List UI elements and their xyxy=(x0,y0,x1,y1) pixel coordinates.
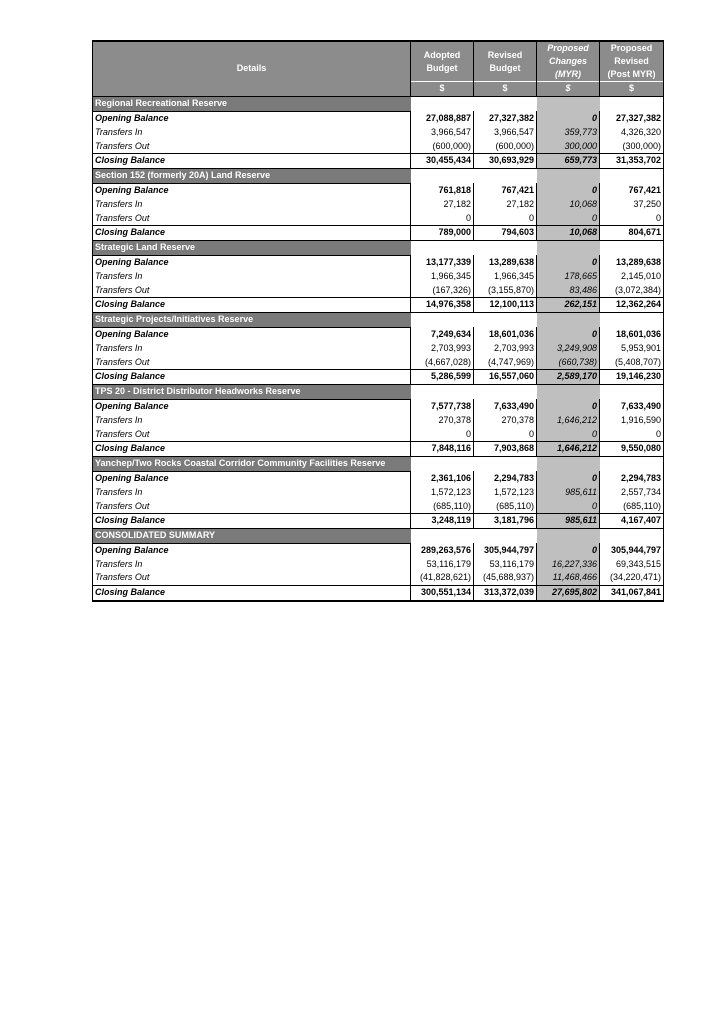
revised-budget-header: Revised Budget xyxy=(474,41,537,82)
revised-budget-cell: 270,378 xyxy=(474,413,537,427)
adopted-budget-header: Adopted Budget xyxy=(411,41,474,82)
proposed-changes-cell: 0 xyxy=(537,255,600,269)
table-row-transfers-in xyxy=(93,125,664,139)
row-label: Transfers In xyxy=(93,341,411,355)
revised-budget-cell: 53,116,179 xyxy=(474,557,537,571)
revised-budget-cell: (685,110) xyxy=(474,499,537,513)
proposed-revised-cell: 2,294,783 xyxy=(600,471,664,485)
proposed-revised-cell: 37,250 xyxy=(600,197,664,211)
adopted-budget-cell: 53,116,179 xyxy=(411,557,474,571)
section-blank-cell xyxy=(411,312,474,327)
row-label: Transfers In xyxy=(93,557,411,571)
row-label: Transfers In xyxy=(93,269,411,283)
section-header-row xyxy=(93,96,664,111)
row-label: Opening Balance xyxy=(93,111,411,125)
section-blank-cell xyxy=(600,528,664,543)
table-row-transfers-out xyxy=(93,427,664,441)
revised-budget-cell: 0 xyxy=(474,427,537,441)
section-blank-cell xyxy=(600,168,664,183)
table-row-transfers-in xyxy=(93,269,664,283)
section-blank-cell xyxy=(474,456,537,471)
revised-budget-cell: 18,601,036 xyxy=(474,327,537,341)
adopted-budget-cell: 0 xyxy=(411,427,474,441)
proposed-revised-cell: 2,145,010 xyxy=(600,269,664,283)
revised-budget-cell: (45,688,937) xyxy=(474,571,537,585)
row-label: Transfers In xyxy=(93,413,411,427)
proposed-revised-cell: (685,110) xyxy=(600,499,664,513)
adopted-budget-cell: 5,286,599 xyxy=(411,369,474,384)
revised-budget-cell: 27,182 xyxy=(474,197,537,211)
table-row-opening-balance xyxy=(93,327,664,341)
revised-budget-cell: 13,289,638 xyxy=(474,255,537,269)
section-blank-cell xyxy=(474,168,537,183)
reserve-transfers-table xyxy=(92,40,664,602)
revised-budget-cell: 16,557,060 xyxy=(474,369,537,384)
revised-budget-cell: 3,966,547 xyxy=(474,125,537,139)
section-blank-cell xyxy=(537,528,600,543)
section-blank-cell xyxy=(411,456,474,471)
revised-budget-cell: 1,966,345 xyxy=(474,269,537,283)
row-label: Transfers Out xyxy=(93,283,411,297)
proposed-changes-cell: 262,151 xyxy=(537,297,600,312)
adopted-budget-cell: 14,976,358 xyxy=(411,297,474,312)
currency-symbol: $ xyxy=(600,82,664,97)
row-label: Closing Balance xyxy=(93,513,411,528)
proposed-revised-cell: 7,633,490 xyxy=(600,399,664,413)
proposed-changes-cell: 27,695,802 xyxy=(537,585,600,600)
proposed-revised-cell: (300,000) xyxy=(600,139,664,153)
section-header-row xyxy=(93,456,664,471)
proposed-revised-cell: 804,671 xyxy=(600,225,664,240)
proposed-revised-cell: 767,421 xyxy=(600,183,664,197)
details-header: Details xyxy=(93,41,411,96)
table-row-transfers-in xyxy=(93,413,664,427)
adopted-budget-cell: 30,455,434 xyxy=(411,153,474,168)
adopted-budget-cell: 13,177,339 xyxy=(411,255,474,269)
row-label: Opening Balance xyxy=(93,255,411,269)
revised-budget-cell: (600,000) xyxy=(474,139,537,153)
section-title: TPS 20 - District Distributor Headworks Reserve xyxy=(93,384,411,399)
adopted-budget-cell: 789,000 xyxy=(411,225,474,240)
revised-budget-cell: 794,603 xyxy=(474,225,537,240)
section-blank-cell xyxy=(411,384,474,399)
table-row-opening-balance xyxy=(93,111,664,125)
proposed-changes-cell: 0 xyxy=(537,427,600,441)
proposed-revised-cell: 27,327,382 xyxy=(600,111,664,125)
section-blank-cell xyxy=(411,168,474,183)
proposed-changes-cell: 0 xyxy=(537,111,600,125)
row-label: Opening Balance xyxy=(93,471,411,485)
section-blank-cell xyxy=(600,312,664,327)
adopted-budget-cell: 7,577,738 xyxy=(411,399,474,413)
section-blank-cell xyxy=(600,384,664,399)
proposed-revised-cell: 0 xyxy=(600,211,664,225)
proposed-revised-cell: 2,557,734 xyxy=(600,485,664,499)
revised-budget-cell: 2,294,783 xyxy=(474,471,537,485)
section-blank-cell xyxy=(411,528,474,543)
proposed-changes-cell: 0 xyxy=(537,211,600,225)
proposed-changes-cell: 0 xyxy=(537,399,600,413)
proposed-revised-header: Proposed Revised (Post MYR) xyxy=(600,41,664,82)
table-row-transfers-out xyxy=(93,211,664,225)
proposed-changes-cell: 359,773 xyxy=(537,125,600,139)
section-blank-cell xyxy=(537,168,600,183)
proposed-revised-cell: 69,343,515 xyxy=(600,557,664,571)
section-title: Strategic Projects/Initiatives Reserve xyxy=(93,312,411,327)
proposed-revised-cell: 1,916,590 xyxy=(600,413,664,427)
section-blank-cell xyxy=(411,96,474,111)
section-title: CONSOLIDATED SUMMARY xyxy=(93,528,411,543)
section-blank-cell xyxy=(537,384,600,399)
proposed-changes-cell: 10,068 xyxy=(537,225,600,240)
table-row-transfers-in xyxy=(93,341,664,355)
proposed-revised-cell: 305,944,797 xyxy=(600,543,664,557)
table-row-closing-balance xyxy=(93,369,664,384)
adopted-budget-cell: 1,966,345 xyxy=(411,269,474,283)
proposed-changes-cell: 1,646,212 xyxy=(537,441,600,456)
revised-budget-cell: 30,693,929 xyxy=(474,153,537,168)
proposed-revised-cell: (5,408,707) xyxy=(600,355,664,369)
proposed-revised-cell: 9,550,080 xyxy=(600,441,664,456)
section-blank-cell xyxy=(600,456,664,471)
proposed-revised-cell: 5,953,901 xyxy=(600,341,664,355)
adopted-budget-cell: 27,088,887 xyxy=(411,111,474,125)
row-label: Transfers In xyxy=(93,125,411,139)
row-label: Transfers Out xyxy=(93,571,411,585)
header-row xyxy=(93,41,664,82)
section-blank-cell xyxy=(537,240,600,255)
table-row-transfers-in xyxy=(93,557,664,571)
revised-budget-cell: 767,421 xyxy=(474,183,537,197)
table-row-opening-balance xyxy=(93,543,664,557)
table-row-transfers-in xyxy=(93,197,664,211)
row-label: Closing Balance xyxy=(93,369,411,384)
table-row-closing-balance xyxy=(93,441,664,456)
adopted-budget-cell: 2,361,106 xyxy=(411,471,474,485)
proposed-changes-cell: 300,000 xyxy=(537,139,600,153)
row-label: Opening Balance xyxy=(93,543,411,557)
proposed-changes-cell: 985,611 xyxy=(537,485,600,499)
section-title: Yanchep/Two Rocks Coastal Corridor Community Facilities Reserve xyxy=(93,456,411,471)
section-header-row xyxy=(93,168,664,183)
proposed-changes-cell: 16,227,336 xyxy=(537,557,600,571)
table-row-opening-balance xyxy=(93,471,664,485)
section-blank-cell xyxy=(537,456,600,471)
adopted-budget-cell: (41,828,621) xyxy=(411,571,474,585)
proposed-changes-header: Proposed Changes (MYR) xyxy=(537,41,600,82)
row-label: Transfers Out xyxy=(93,211,411,225)
section-header-row xyxy=(93,240,664,255)
row-label: Transfers Out xyxy=(93,355,411,369)
proposed-changes-cell: 0 xyxy=(537,471,600,485)
section-blank-cell xyxy=(600,240,664,255)
table-row-closing-balance xyxy=(93,153,664,168)
proposed-revised-cell: 0 xyxy=(600,427,664,441)
proposed-revised-cell: 13,289,638 xyxy=(600,255,664,269)
proposed-changes-cell: 178,665 xyxy=(537,269,600,283)
revised-budget-cell: (3,155,870) xyxy=(474,283,537,297)
section-blank-cell xyxy=(474,528,537,543)
proposed-changes-cell: 11,468,466 xyxy=(537,571,600,585)
currency-symbol: $ xyxy=(411,82,474,97)
revised-budget-cell: 7,633,490 xyxy=(474,399,537,413)
proposed-changes-cell: 0 xyxy=(537,327,600,341)
section-blank-cell xyxy=(537,96,600,111)
proposed-changes-cell: 985,611 xyxy=(537,513,600,528)
row-label: Transfers Out xyxy=(93,139,411,153)
table-row-opening-balance xyxy=(93,399,664,413)
proposed-changes-cell: 1,646,212 xyxy=(537,413,600,427)
revised-budget-cell: 313,372,039 xyxy=(474,585,537,600)
table-row-transfers-out xyxy=(93,571,664,585)
row-label: Transfers In xyxy=(93,485,411,499)
proposed-changes-cell: 2,589,170 xyxy=(537,369,600,384)
adopted-budget-cell: 3,966,547 xyxy=(411,125,474,139)
section-blank-cell xyxy=(474,384,537,399)
proposed-revised-cell: 4,167,407 xyxy=(600,513,664,528)
section-header-row xyxy=(93,312,664,327)
table-row-transfers-out xyxy=(93,283,664,297)
section-title: Strategic Land Reserve xyxy=(93,240,411,255)
row-label: Opening Balance xyxy=(93,399,411,413)
row-label: Transfers In xyxy=(93,197,411,211)
proposed-changes-cell: 0 xyxy=(537,499,600,513)
adopted-budget-cell: 289,263,576 xyxy=(411,543,474,557)
section-title: Section 152 (formerly 20A) Land Reserve xyxy=(93,168,411,183)
section-blank-cell xyxy=(537,312,600,327)
section-header-row xyxy=(93,384,664,399)
adopted-budget-cell: 27,182 xyxy=(411,197,474,211)
proposed-revised-cell: (34,220,471) xyxy=(600,571,664,585)
adopted-budget-cell: 300,551,134 xyxy=(411,585,474,600)
row-label: Transfers Out xyxy=(93,499,411,513)
proposed-changes-cell: 0 xyxy=(537,543,600,557)
table-row-closing-balance xyxy=(93,297,664,312)
currency-symbol: $ xyxy=(537,82,600,97)
adopted-budget-cell: 0 xyxy=(411,211,474,225)
adopted-budget-cell: (600,000) xyxy=(411,139,474,153)
proposed-revised-cell: 341,067,841 xyxy=(600,585,664,600)
row-label: Closing Balance xyxy=(93,297,411,312)
adopted-budget-cell: (685,110) xyxy=(411,499,474,513)
revised-budget-cell: (4,747,969) xyxy=(474,355,537,369)
proposed-changes-cell: (660,738) xyxy=(537,355,600,369)
revised-budget-cell: 1,572,123 xyxy=(474,485,537,499)
revised-budget-cell: 2,703,993 xyxy=(474,341,537,355)
proposed-revised-cell: 19,146,230 xyxy=(600,369,664,384)
table-row-closing-balance xyxy=(93,225,664,240)
adopted-budget-cell: 2,703,993 xyxy=(411,341,474,355)
section-blank-cell xyxy=(474,240,537,255)
table-row-transfers-out xyxy=(93,355,664,369)
adopted-budget-cell: 1,572,123 xyxy=(411,485,474,499)
adopted-budget-cell: 3,248,119 xyxy=(411,513,474,528)
section-blank-cell xyxy=(474,96,537,111)
table-row-transfers-out xyxy=(93,499,664,513)
row-label: Opening Balance xyxy=(93,327,411,341)
row-label: Closing Balance xyxy=(93,441,411,456)
table-row-opening-balance xyxy=(93,255,664,269)
table-row-transfers-in xyxy=(93,485,664,499)
proposed-revised-cell: 4,326,320 xyxy=(600,125,664,139)
adopted-budget-cell: (4,667,028) xyxy=(411,355,474,369)
proposed-changes-cell: 83,486 xyxy=(537,283,600,297)
adopted-budget-cell: 761,818 xyxy=(411,183,474,197)
proposed-revised-cell: (3,072,384) xyxy=(600,283,664,297)
table-row-closing-balance xyxy=(93,585,664,600)
row-label: Closing Balance xyxy=(93,153,411,168)
revised-budget-cell: 7,903,868 xyxy=(474,441,537,456)
proposed-changes-cell: 3,249,908 xyxy=(537,341,600,355)
row-label: Closing Balance xyxy=(93,585,411,600)
section-title: Regional Recreational Reserve xyxy=(93,96,411,111)
proposed-changes-cell: 10,068 xyxy=(537,197,600,211)
row-label: Opening Balance xyxy=(93,183,411,197)
revised-budget-cell: 27,327,382 xyxy=(474,111,537,125)
table-row-opening-balance xyxy=(93,183,664,197)
revised-budget-cell: 3,181,796 xyxy=(474,513,537,528)
proposed-revised-cell: 31,353,702 xyxy=(600,153,664,168)
currency-symbol: $ xyxy=(474,82,537,97)
revised-budget-cell: 0 xyxy=(474,211,537,225)
row-label: Closing Balance xyxy=(93,225,411,240)
proposed-revised-cell: 12,362,264 xyxy=(600,297,664,312)
table-row-closing-balance xyxy=(93,513,664,528)
adopted-budget-cell: 7,249,634 xyxy=(411,327,474,341)
table-row-transfers-out xyxy=(93,139,664,153)
revised-budget-cell: 12,100,113 xyxy=(474,297,537,312)
row-label: Transfers Out xyxy=(93,427,411,441)
adopted-budget-cell: 7,848,116 xyxy=(411,441,474,456)
proposed-changes-cell: 0 xyxy=(537,183,600,197)
adopted-budget-cell: (167,326) xyxy=(411,283,474,297)
adopted-budget-cell: 270,378 xyxy=(411,413,474,427)
revised-budget-cell: 305,944,797 xyxy=(474,543,537,557)
proposed-revised-cell: 18,601,036 xyxy=(600,327,664,341)
proposed-changes-cell: 659,773 xyxy=(537,153,600,168)
section-blank-cell xyxy=(600,96,664,111)
table-body xyxy=(93,96,664,600)
section-header-row xyxy=(93,528,664,543)
section-blank-cell xyxy=(474,312,537,327)
section-blank-cell xyxy=(411,240,474,255)
